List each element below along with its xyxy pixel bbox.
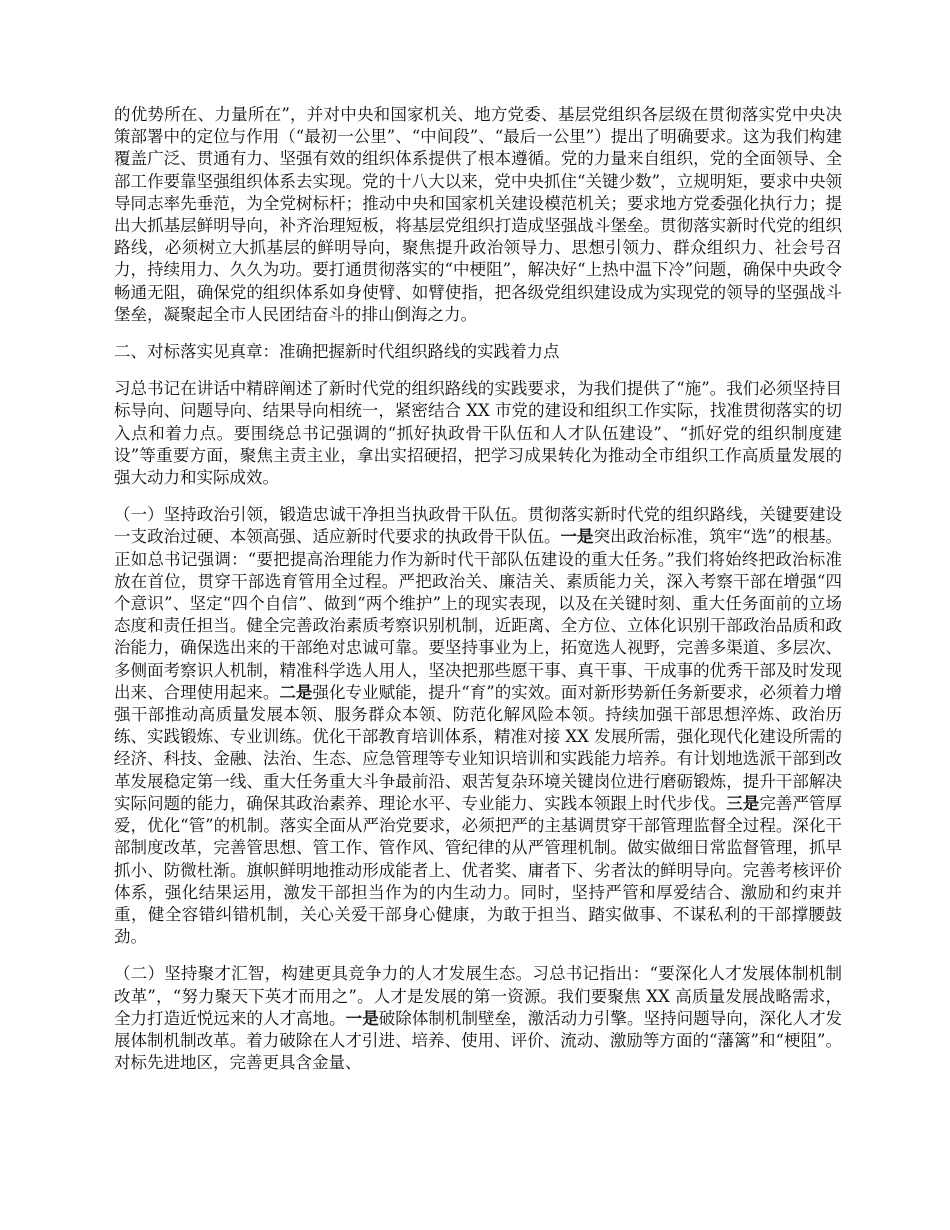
- bold-marker-third: 三是: [726, 793, 760, 813]
- text-segment: 的优势所在、力量所在”，并对中央和国家机关、地方党委、基层党组织各层级在贯彻落实党中央决策部署中的定位与作用（“最初一公里”、“中间段”、“最后一公里”）提出了明确要求。这为我们构建覆盖广泛、贯通有力、坚强有效的组织体系提供了根本遵循。党的力量来自组织，党的全面领导、全部工作要靠坚强组织体系去实现。党的十八大以来，党中央抓住“关键少数”，立规明矩，要求中央领导同志率先垂范，为全党树标杆；推动中央和国家机关建设模范机关；要求地方党委强化执行力；提出大抓基层鲜明导向，补齐治理短板，将基层党组织打造成坚强战斗堡垒。贯彻落实新时代党的组织路线，必须树立大抓基层的鲜明导向，聚焦提升政治领导力、思想引领力、群众组织力、社会号召力，持续用力、久久为功。要打通贯彻落实的“中梗阻”，解决好“上热中温下冷”问题，确保中央政令畅通无阻，确保党的组织体系如身使臂、如臂使指，把各级党组织建设成为实现党的领导的坚强战斗堡垒，凝聚起全市人民团结奋斗的排山倒海之力。: [114, 105, 842, 324]
- bold-marker-first: 一是: [345, 1008, 379, 1028]
- text-segment: 强化专业赋能，提升“育”的实效。面对新形势新任务新要求，必须着力增强干部推动高质量发展本领、服务群众本领、防范化解风险本领。持续加强干部思想淬炼、政治历练、实践锻炼、专业训练。优化干部教育培训体系，精准对接 XX 发展所需，强化现代化建设所需的经济、科技、金融、法治、生态、应急管理等专业知识培训和实践能力培养。有计划地选派干部到改革发展稳定第一线、重大任务重大斗争最前沿、艰苦复杂环境关键岗位进行磨砺锻炼，提升干部解决实际问题的能力，确保其政治素养、理论水平、专业能力、实践本领跟上时代步伐。: [114, 682, 843, 813]
- document-page: [114, 104, 842, 1089]
- paragraph-organization-system: [114, 104, 842, 326]
- text-segment: （一）坚持政治引领，锻造忠诚干净担当执政骨干队伍。贯彻落实新时代党的组织路线，关键要建设一支政治过硬、本领高强、适应新时代要求的执政骨干队伍。: [114, 505, 842, 547]
- text-segment: （二）坚持聚才汇智，构建更具竞争力的人才发展生态。习总书记指出：“要深化人才发展体制机制改革”，“努力聚天下英才而用之”。人才是发展的第一资源。我们要聚焦 XX 高质量发展战略需求，全力打造近悦远来的人才高地。: [114, 964, 842, 1028]
- heading-text: 二、对标落实见真章：准确把握新时代组织路线的实践着力点: [114, 342, 560, 362]
- text-segment: 突出政治标准，筑牢“选”的根基。正如总书记强调：“要把提高治理能力作为新时代干部队伍建设的重大任务。”我们将始终把政治标准放在首位，贯穿干部选育管用全过程。严把政治关、廉洁关、素质能力关，深入考察干部在增强“四个意识”、坚定“四个自信”、做到“两个维护”上的现实表现，以及在关键时刻、重大任务面前的立场态度和责任担当。健全完善政治素质考察识别机制，近距离、全方位、立体化识别干部政治品质和政治能力，确保选出来的干部绝对忠诚可靠。要坚持事业为上，拓宽选人视野，完善多渠道、多层次、多侧面考察识人机制，精准科学选人用人，坚决把那些愿干事、真干事、干成事的优秀干部及时发现出来、合理使用起来。: [114, 527, 843, 702]
- bold-marker-first: 一是: [560, 527, 594, 547]
- paragraph-political-leadership: [114, 504, 842, 948]
- text-segment: 习总书记在讲话中精辟阐述了新时代党的组织路线的实践要求，为我们提供了“施”。我们必须坚持目标导向、问题导向、结果导向相统一，紧密结合 XX 市党的建设和组织工作实际，找准贯彻落实的切入点和着力点。要围绕总书记强调的“抓好执政骨干队伍和人才队伍建设”、“抓好党的组织制度建设”等重要方面，聚焦主责主业，拿出实招硬招，把学习成果转化为推动全市组织工作高质量发展的强大动力和实际成效。: [114, 379, 842, 488]
- section-heading-practice-focus: [114, 341, 842, 363]
- paragraph-talent-development: [114, 963, 842, 1074]
- text-segment: 破除体制机制壁垒，激活动力引擎。坚持问题导向，深化人才发展体制机制改革。着力破除在人才引进、培养、使用、评价、流动、激励等方面的“藩篱”和“梗阻”。对标先进地区，完善更具含金量、: [114, 1008, 843, 1073]
- bold-marker-second: 二是: [279, 682, 313, 702]
- paragraph-practice-requirements: [114, 378, 842, 489]
- text-segment: 完善严管厚爱，优化“管”的机制。落实全面从严治党要求，必须把严的主基调贯穿干部管理监督全过程。深化干部制度改革，完善管思想、管工作、管作风、管纪律的从严管理机制。做实做细日常监督管理，抓早抓小、防微杜渐。旗帜鲜明地推动形成能者上、优者奖、庸者下、劣者汰的鲜明导向。完善考核评价体系，强化结果运用，激发干部担当作为的内生动力。同时，坚持严管和厚爱结合、激励和约束并重，健全容错纠错机制，关心关爱干部身心健康，为敢于担当、踏实做事、不谋私利的干部撑腰鼓劲。: [114, 793, 843, 947]
